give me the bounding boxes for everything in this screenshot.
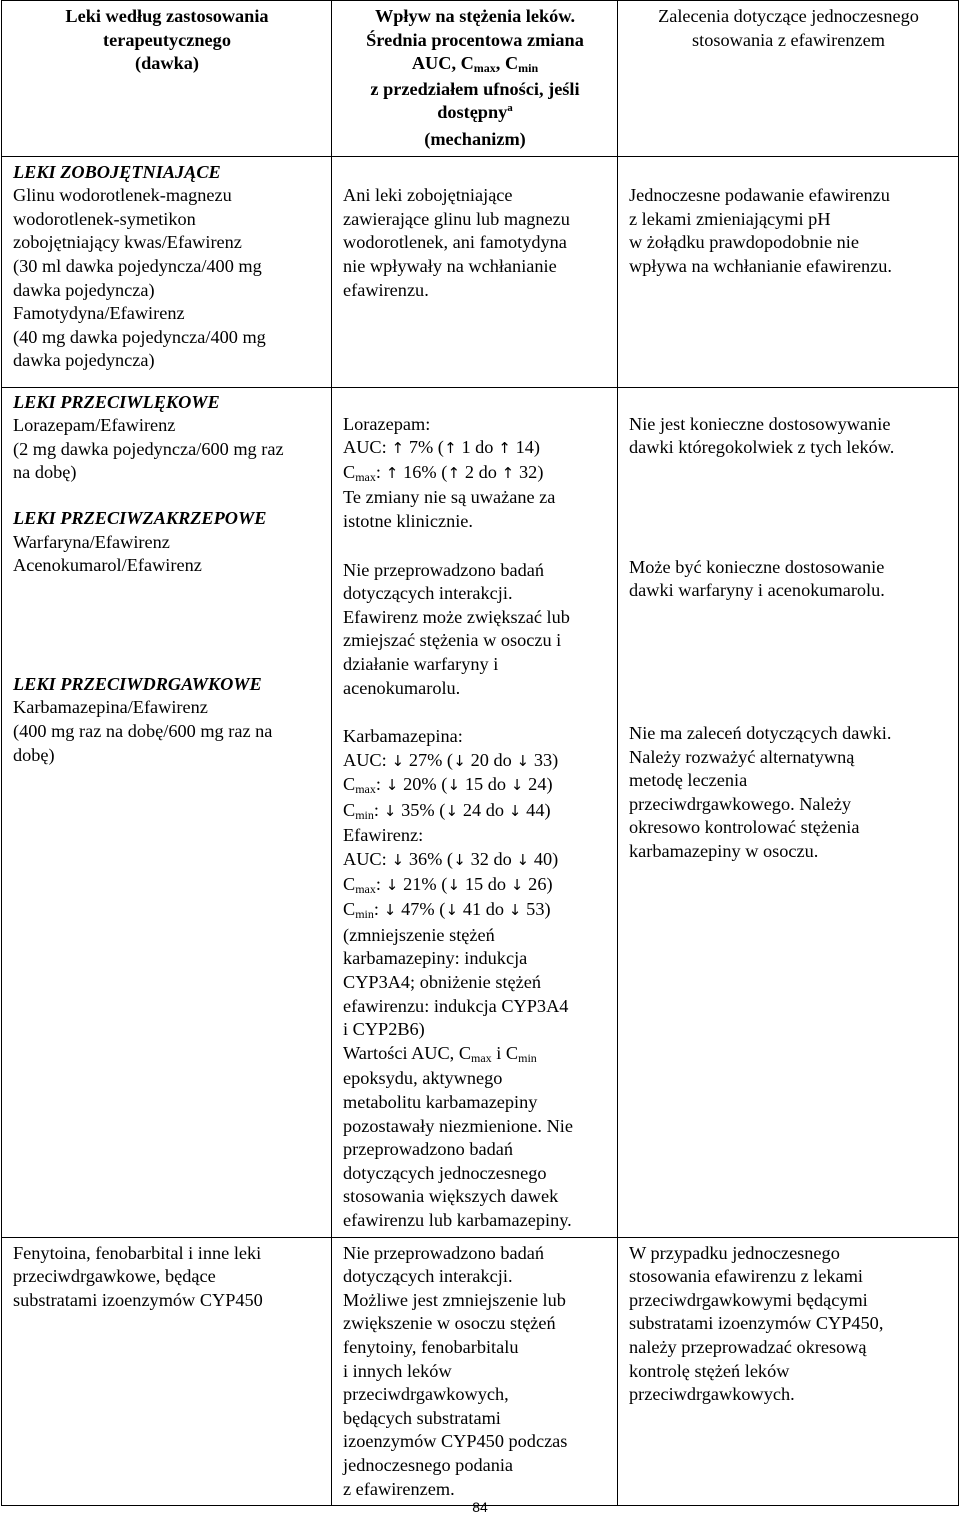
arrow-up-icon: ↑ bbox=[498, 439, 511, 458]
drug-cell bbox=[2, 387, 332, 1237]
carbamazepine-effect: Karbamazepina: AUC: ↓ 27% (↓ 20 do ↓ 33) Cmax: ↓ 20% (↓ 15 do ↓ 24) Cmin: ↓ 35% (↓ 24 do ↓ 44) Efawirenz: AUC: ↓ 36% (↓ 32 do ↓ 40) Cmax: ↓ 21% (↓ 15 do ↓ 26) Cmin: ↓ 47% (↓ 41 do ↓ 53) (zmniejszenie stężeń karbamazepiny: indukcja CYP3A4; obniżenie stężeń efawirenzu: indukcja CYP3A4 i CYP2B6) Wartości AUC, Cmax i Cmin epoksydu, aktywnego metabolitu karbamazepiny pozostawały niezmienione. Nie przeprowadzono badań dotyczących jednoczesnego stosowania większych dawek efawirenzu lub karbamazepiny. bbox=[343, 726, 573, 1230]
drug-cell: Fenytoina, fenobarbital i inne leki przeciwdrgawkowe, będące substratami izoenzymów CYP450 bbox=[2, 1237, 332, 1506]
drug-cell: LEKI ZOBOJĘTNIAJĄCE Glinu wodorotlenek-magnezu wodorotlenek-symetikon zobojętniający kwas/Efawirenz (30 ml dawka pojedyncza/400 mg dawka pojedyncza) Famotydyna/Efawirenz (40 mg dawka pojedyncza/400 mg dawka pojedyncza) bbox=[2, 156, 332, 387]
recommendation-cell: W przypadku jednoczesnego stosowania efawirenzu z lekami przeciwdrgawkowymi będącymi substratami izoenzymów CYP450, należy przeprowadzać okresową kontrolę stężeń leków przeciwdrgawkowych. bbox=[618, 1237, 959, 1506]
recommendation-cell bbox=[618, 387, 959, 1237]
arrow-up-icon: ↑ bbox=[447, 463, 461, 482]
arrow-down-icon: ↓ bbox=[447, 875, 461, 894]
anticoagulants-drugs: LEKI PRZECIWZAKRZEPOWE Warfaryna/Efawirenz Acenokumarol/Efawirenz bbox=[13, 507, 267, 576]
effect-cell bbox=[332, 387, 618, 1237]
table-row-phenytoin bbox=[2, 1237, 959, 1506]
effect-cell: Nie przeprowadzono badań dotyczących interakcji. Możliwe jest zmniejszenie lub zwiększenie w osoczu stężeń fenytoiny, fenobarbitalu i innych leków przeciwdrgawkowych, będących substratami izoenzymów CYP450 podczas jednoczesnego podania z efawirenzem. bbox=[332, 1237, 618, 1506]
arrow-down-icon: ↓ bbox=[391, 751, 405, 770]
arrow-up-icon: ↑ bbox=[385, 463, 399, 482]
arrow-down-icon: ↓ bbox=[516, 851, 530, 870]
arrow-down-icon: ↓ bbox=[447, 776, 461, 795]
arrow-down-icon: ↓ bbox=[383, 901, 397, 920]
arrow-down-icon: ↓ bbox=[516, 751, 530, 770]
table-row-anxiolytics-anticoagulants-anticonvulsants bbox=[2, 387, 959, 1237]
header-therapeutic-class: Leki według zastosowania terapeutycznego (dawka) bbox=[2, 1, 332, 157]
anticoagulants-effect: Nie przeprowadzono badań dotyczących interakcji. Efawirenz może zwiększać lub zmiejszać stężenia w osoczu i działanie warfaryny i acenokumarolu. bbox=[343, 559, 570, 698]
arrow-down-icon: ↓ bbox=[510, 875, 524, 894]
arrow-down-icon: ↓ bbox=[508, 801, 522, 820]
table-row-antacids bbox=[2, 156, 959, 387]
header-recommendation: Zalecenia dotyczące jednoczesnego stosowania z efawirenzem bbox=[618, 1, 959, 157]
recommendation-cell: Jednoczesne podawanie efawirenzu z lekami zmieniającymi pH w żołądku prawdopodobnie nie wpływa na wchłanianie efawirenzu. bbox=[618, 156, 959, 387]
arrow-down-icon: ↓ bbox=[383, 801, 397, 820]
arrow-down-icon: ↓ bbox=[385, 776, 399, 795]
arrow-down-icon: ↓ bbox=[385, 875, 399, 894]
arrow-down-icon: ↓ bbox=[453, 751, 466, 770]
anticonvulsants-recommendation: Nie ma zaleceń dotyczących dawki. Należy rozważyć alternatywną metodę leczenia przeciwdrgawkowego. Należy okresowo kontrolować stężenia karbamazepiny w osoczu. bbox=[629, 722, 892, 861]
arrow-down-icon: ↓ bbox=[453, 851, 466, 870]
anxiolytics-drugs: LEKI PRZECIWLĘKOWE Lorazepam/Efawirenz (2 mg dawka pojedyncza/600 mg raz na dobę) bbox=[13, 391, 284, 483]
page-number: 84 bbox=[472, 1499, 488, 1515]
arrow-up-icon: ↑ bbox=[444, 439, 457, 458]
arrow-down-icon: ↓ bbox=[391, 851, 405, 870]
table-header-row bbox=[2, 1, 959, 157]
arrow-down-icon: ↓ bbox=[445, 801, 459, 820]
header-effect: Wpływ na stężenia leków. Średnia procentowa zmiana AUC, Cmax, Cmin z przedziałem ufności, jeśli dostępny$^a$ (mechanizm) bbox=[332, 1, 618, 157]
effect-cell: Ani leki zobojętniające zawierające glinu lub magnezu wodorotlenek, ani famotydyna nie wpływały na wchłanianie efawirenzu. bbox=[332, 156, 618, 387]
lorazepam-effect: Lorazepam: AUC: ↑ 7% (↑ 1 do ↑ 14) Cmax: ↑ 16% (↑ 2 do ↑ 32) Te zmiany nie są uważane za istotne klinicznie. bbox=[343, 413, 556, 531]
anxiolytics-recommendation: Nie jest konieczne dostosowywanie dawki któregokolwiek z tych leków. bbox=[629, 413, 895, 458]
arrow-up-icon: ↑ bbox=[501, 463, 515, 482]
anticoagulants-recommendation: Może być konieczne dostosowanie dawki warfaryny i acenokumarolu. bbox=[629, 556, 885, 601]
interaction-table bbox=[1, 0, 959, 1506]
arrow-up-icon: ↑ bbox=[391, 439, 405, 458]
arrow-down-icon: ↓ bbox=[508, 901, 522, 920]
anticonvulsants-drugs: LEKI PRZECIWDRGAWKOWE Karbamazepina/Efawirenz (400 mg raz na dobę/600 mg raz na dobę) bbox=[13, 673, 273, 765]
arrow-down-icon: ↓ bbox=[510, 776, 524, 795]
arrow-down-icon: ↓ bbox=[445, 901, 459, 920]
